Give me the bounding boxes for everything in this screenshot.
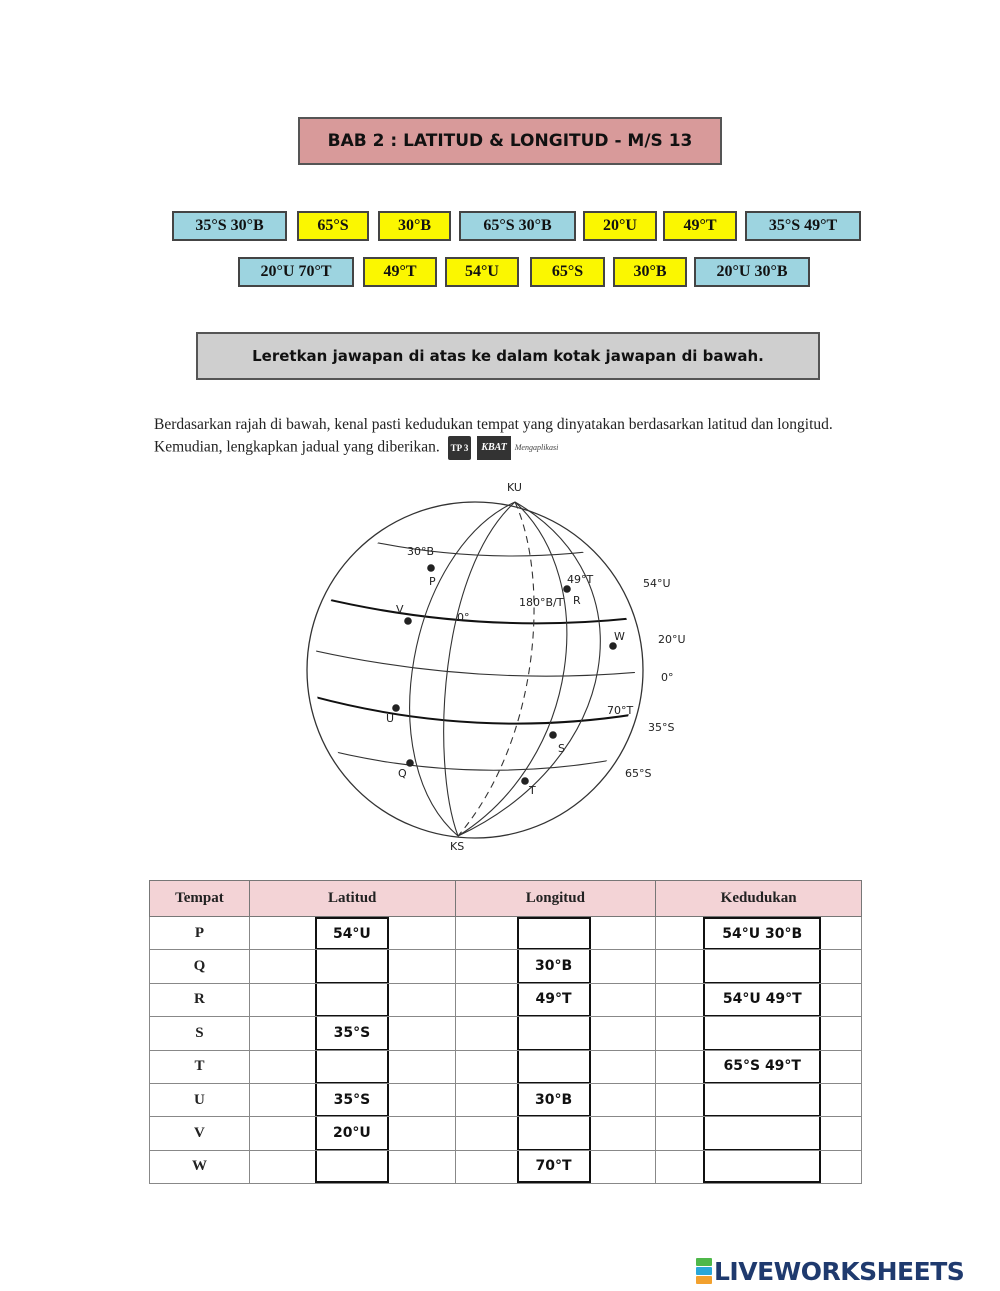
label-20u: 20°U bbox=[658, 633, 686, 646]
label-0-meridian: 0° bbox=[457, 611, 470, 624]
logo-mark-segment bbox=[696, 1276, 712, 1284]
answer-chip[interactable]: 20°U 70°T bbox=[238, 257, 354, 287]
kedudukan-answer-box[interactable]: 65°S 49°T bbox=[703, 1051, 821, 1083]
kbat-note: Mengaplikasi bbox=[514, 443, 559, 452]
page-title: BAB 2 : LATITUD & LONGITUD - M/S 13 bbox=[298, 117, 722, 165]
point-w bbox=[609, 642, 617, 650]
longitud-cell bbox=[455, 950, 656, 983]
header-kedudukan: Kedudukan bbox=[656, 881, 862, 917]
label-t: T bbox=[529, 784, 536, 797]
table-row bbox=[150, 1150, 862, 1183]
logo-mark-segment bbox=[696, 1258, 712, 1266]
longitud-answer-box[interactable] bbox=[517, 1051, 591, 1083]
liveworksheets-logo bbox=[696, 1257, 964, 1285]
label-54u: 54°U bbox=[643, 577, 671, 590]
label-w: W bbox=[614, 630, 625, 643]
label-v: V bbox=[396, 603, 404, 616]
answer-chip[interactable]: 30°B bbox=[613, 257, 687, 287]
label-s: S bbox=[558, 742, 565, 755]
globe-diagram bbox=[140, 460, 880, 860]
latitud-cell bbox=[249, 950, 455, 983]
logo-text: LIVEWORKSHEETS bbox=[714, 1256, 965, 1286]
longitud-answer-box[interactable] bbox=[517, 1117, 591, 1149]
latitud-answer-box[interactable]: 35°S bbox=[315, 1084, 389, 1116]
answer-chip[interactable]: 20°U bbox=[583, 211, 657, 241]
longitud-cell bbox=[455, 917, 656, 950]
longitud-answer-box[interactable]: 30°B bbox=[517, 950, 591, 982]
kedudukan-cell bbox=[656, 1050, 862, 1083]
point-t bbox=[521, 777, 529, 785]
logo-mark-segment bbox=[696, 1267, 712, 1275]
kedudukan-answer-box[interactable] bbox=[703, 1017, 821, 1049]
tempat-cell: W bbox=[150, 1150, 250, 1183]
latitud-cell bbox=[249, 1117, 455, 1150]
kedudukan-cell bbox=[656, 917, 862, 950]
latitud-answer-box[interactable] bbox=[315, 1051, 389, 1083]
table-row bbox=[150, 1050, 862, 1083]
table-row bbox=[150, 1083, 862, 1116]
longitud-cell bbox=[455, 1150, 656, 1183]
longitud-cell bbox=[455, 1117, 656, 1150]
longitud-cell bbox=[455, 1017, 656, 1050]
question-sentence: Berdasarkan rajah di bawah, kenal pasti kedudukan tempat yang dinyatakan berdasarkan latitud dan longitud. Kemudian, lengkapkan jadual yang diberikan. bbox=[154, 416, 833, 456]
latitud-cell bbox=[249, 1150, 455, 1183]
answer-chip[interactable]: 65°S bbox=[530, 257, 605, 287]
kedudukan-answer-box[interactable] bbox=[703, 1084, 821, 1116]
label-30b: 30°B bbox=[407, 545, 435, 558]
latitud-cell bbox=[249, 1083, 455, 1116]
answer-chip[interactable]: 35°S 30°B bbox=[172, 211, 287, 241]
longitud-cell bbox=[455, 1050, 656, 1083]
table-row bbox=[150, 983, 862, 1016]
kedudukan-cell bbox=[656, 1083, 862, 1116]
longitud-answer-box[interactable]: 70°T bbox=[517, 1151, 591, 1183]
latitud-cell bbox=[249, 1050, 455, 1083]
kedudukan-cell bbox=[656, 983, 862, 1016]
kedudukan-answer-box[interactable]: 54°U 49°T bbox=[703, 984, 821, 1016]
answer-chip[interactable]: 65°S bbox=[297, 211, 369, 241]
label-0-equator: 0° bbox=[661, 671, 674, 684]
point-v bbox=[404, 617, 412, 625]
tempat-cell: V bbox=[150, 1117, 250, 1150]
answer-chip[interactable]: 49°T bbox=[363, 257, 437, 287]
answer-chip[interactable]: 54°U bbox=[445, 257, 519, 287]
point-p bbox=[427, 564, 435, 572]
point-s bbox=[549, 731, 557, 739]
answer-chip[interactable]: 65°S 30°B bbox=[459, 211, 576, 241]
longitud-cell bbox=[455, 983, 656, 1016]
latitud-cell bbox=[249, 983, 455, 1016]
tempat-cell: S bbox=[150, 1017, 250, 1050]
label-r: R bbox=[573, 594, 581, 607]
longitud-answer-box[interactable]: 30°B bbox=[517, 1084, 591, 1116]
table-row bbox=[150, 917, 862, 950]
label-49t: 49°T bbox=[567, 573, 594, 586]
kedudukan-cell bbox=[656, 1117, 862, 1150]
label-ku: KU bbox=[507, 481, 522, 494]
tp-badge: TP 3 bbox=[448, 436, 472, 460]
instruction-banner: Leretkan jawapan di atas ke dalam kotak jawapan di bawah. bbox=[196, 332, 820, 380]
answer-table bbox=[149, 880, 862, 1184]
kedudukan-cell bbox=[656, 1150, 862, 1183]
header-latitud: Latitud bbox=[249, 881, 455, 917]
latitud-cell bbox=[249, 917, 455, 950]
answer-chip[interactable]: 30°B bbox=[378, 211, 451, 241]
answer-chip[interactable]: 35°S 49°T bbox=[745, 211, 861, 241]
kedudukan-cell bbox=[656, 1017, 862, 1050]
latitud-answer-box[interactable] bbox=[315, 950, 389, 982]
label-65s: 65°S bbox=[625, 767, 652, 780]
tempat-cell: P bbox=[150, 917, 250, 950]
kbat-badge: KBAT bbox=[477, 436, 511, 460]
label-p: P bbox=[429, 575, 436, 588]
logo-mark-icon bbox=[696, 1258, 712, 1284]
point-q bbox=[406, 759, 414, 767]
header-tempat: Tempat bbox=[150, 881, 250, 917]
latitud-answer-box[interactable] bbox=[315, 1151, 389, 1183]
tempat-cell: R bbox=[150, 983, 250, 1016]
table-row bbox=[150, 1117, 862, 1150]
kedudukan-answer-box[interactable] bbox=[703, 1117, 821, 1149]
longitud-answer-box[interactable]: 49°T bbox=[517, 984, 591, 1016]
table-row bbox=[150, 1017, 862, 1050]
tempat-cell: U bbox=[150, 1083, 250, 1116]
latitud-answer-box[interactable] bbox=[315, 984, 389, 1016]
label-35s: 35°S bbox=[648, 721, 675, 734]
longitud-cell bbox=[455, 1083, 656, 1116]
point-r bbox=[563, 585, 571, 593]
latitud-answer-box[interactable]: 54°U bbox=[315, 917, 389, 949]
label-180: 180°B/T bbox=[519, 596, 564, 609]
table-header-row bbox=[150, 881, 862, 917]
kedudukan-answer-box[interactable] bbox=[703, 950, 821, 982]
label-70t: 70°T bbox=[607, 704, 634, 717]
kedudukan-answer-box[interactable]: 54°U 30°B bbox=[703, 917, 821, 949]
point-u bbox=[392, 704, 400, 712]
tempat-cell: T bbox=[150, 1050, 250, 1083]
table-row bbox=[150, 950, 862, 983]
label-u: U bbox=[386, 712, 395, 725]
longitud-answer-box[interactable] bbox=[517, 917, 591, 949]
longitud-answer-box[interactable] bbox=[517, 1017, 591, 1049]
label-ks: KS bbox=[450, 840, 465, 853]
kedudukan-answer-box[interactable] bbox=[703, 1151, 821, 1183]
header-longitud: Longitud bbox=[455, 881, 656, 917]
question-text bbox=[154, 414, 874, 460]
label-q: Q bbox=[398, 767, 407, 780]
tempat-cell: Q bbox=[150, 950, 250, 983]
latitud-cell bbox=[249, 1017, 455, 1050]
latitud-answer-box[interactable]: 35°S bbox=[315, 1017, 389, 1049]
answer-chip[interactable]: 20°U 30°B bbox=[694, 257, 810, 287]
kedudukan-cell bbox=[656, 950, 862, 983]
latitud-answer-box[interactable]: 20°U bbox=[315, 1117, 389, 1149]
answer-chip[interactable]: 49°T bbox=[663, 211, 737, 241]
